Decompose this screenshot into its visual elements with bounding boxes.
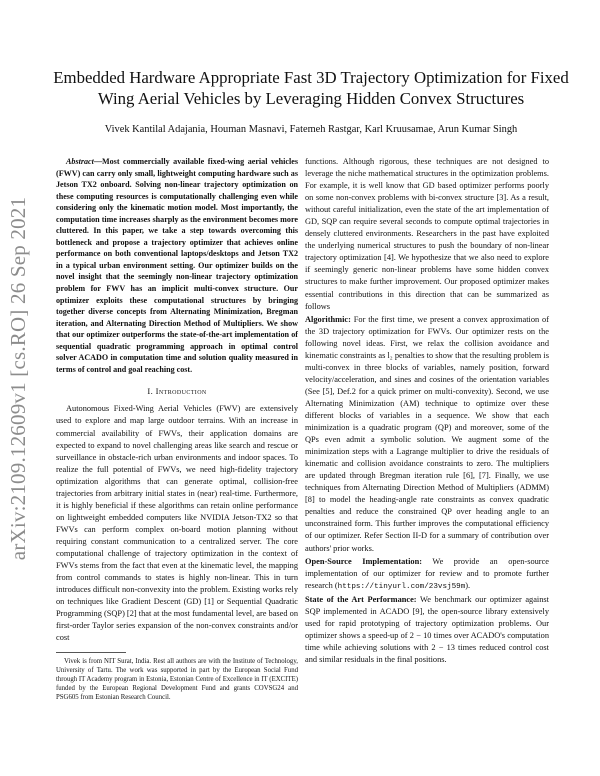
abstract-text: —Most commercially available fixed-wing aerial vehicles (FWV) can carry only small, lightweight computing hardware such as Jetson TX2 onboard. Solving non-linear trajectory optimization on these computing resources is computationally challenging even while considering only the kinematic motion model. Most importantly, the computation time increases sharply as the environment becomes more cluttered. In this paper, we take a step towards overcoming this bottleneck and propose a trajectory optimizer that achieves online performance on both conventional laptops/desktops and Jetson TX2 in a typical urban environment setting. Our optimizer builds on the novel insight that the seemingly non-linear trajectory optimization problem for FWV has an implicit multi-convex structure. Our optimizer exploits these computational structures by bringing together diverse concepts from Alternating Minimization, Bregman iteration, and Alternating Direction Method of Multipliers. We show that our optimizer outperforms the state-of-the-art implementation of sequential quadratic programming approach in optimal control solver ACADO in computation time and solution quality measured in terms of control and goal reaching cost. xyxy=(56,157,298,374)
arxiv-stamp-text: arXiv:2109.12609v1 [cs.RO] 26 Sep 2021 xyxy=(6,196,31,560)
section-heading-introduction: I. Introduction xyxy=(147,386,207,397)
footnote: Vivek is from NIT Surat, India. Rest all authors are with the Institute of Technology, University of Tartu. The work was supported in part by the European Social Fund through IT Academy program in Estonia, Estonian Centre of Excellence in IT (EXCITE) funded by the European Regional Development Fund and grants COVSG24 and PSG605 from Estonian Research Council. xyxy=(56,658,298,702)
contribution-tail: ). xyxy=(465,580,471,590)
footnote-separator xyxy=(56,652,126,653)
abstract-label: Abstract xyxy=(66,157,94,166)
paper-title: Embedded Hardware Appropriate Fast 3D Trajectory Optimization for Fixed Wing Aerial Vehicles by Leveraging Hidden Convex Structures xyxy=(53,68,569,108)
contribution-open-source xyxy=(305,556,549,593)
contribution-text: We provide an open-source implementation of our optimizer for review and to promote further research ( xyxy=(305,556,549,590)
contribution-lead: Open-Source Implementation: xyxy=(305,556,422,566)
intro-continuation: functions. Although rigorous, these techniques are not designed to leverage the niche mathematical structures in the optimization problems. For example, it is well know that GD based optimizer performs poorly on some non-convex problems with bi-convex structure [3]. As a result, without careful initialization, even the state of the art implementation of GD, SQP can require several seconds to compute optimal trajectories in densely cluttered environments. Researchers in the past have exploited the underlying numerical structures to push the boundary of non-linear trajectory optimization [4]. We hypothesize that we also need to explore if seemingly generic non-linear problems have some hidden convex structures to make further improvement. Our proposed optimizer makes essential contributions in this direction that can be summarized as follows xyxy=(305,157,549,311)
contribution-algorithmic xyxy=(305,314,549,555)
contribution-text: For the first time, we present a convex approximation of the 3D trajectory optimization for FWVs. Our optimizer rests on the following novel ideas. First, we relax the collision avoidance and kinematic constraints as l₂ penalties to show that the resulting problem is multi-convex in three blocks of variables, namely position, forward velocity/acceleration, and sines and cosines of the orientation variables (See [5], Def.2 for a quick primer on multi-convexity). Second, we use Alternating Minimization (AM) technique to optimize over these different blocks of variables in a sequence. We show that each minimization is a quadratic program (QP) and moreover, some of the QPs even admit a symbolic solution. We augment some of the minimization steps with a Lagrange multiplier to drive the residuals of kinematic and collision avoidance constraints to zero. The multipliers are updated through Bregman iteration rule [6], [7]. Finally, we use techniques from Alternating Direction Method of Multipliers (ADMM) [8] to model the heading-angle rate constraints as convex quadratic penalties and reduce the constrained QP over heading angle to an unconstrained form. This further improves the computational efficiency of our optimizer. Refer Section II-D for a summary of contribution over authors' prior works. xyxy=(305,314,549,553)
paper-authors: Vivek Kantilal Adajania, Houman Masnavi, Fatemeh Rastgar, Karl Kruusamae, Arun Kumar Singh xyxy=(104,124,518,135)
left-column xyxy=(56,156,298,702)
contribution-lead: Algorithmic: xyxy=(305,314,351,324)
abstract xyxy=(56,156,298,375)
arxiv-stamp xyxy=(6,168,32,588)
contribution-lead: State of the Art Performance: xyxy=(305,594,417,604)
intro-paragraph: Autonomous Fixed-Wing Aerial Vehicles (FWV) are extensively used to explore and map large outdoor terrains. With an increase in commercial availability of FWVs, their application domains are expected to expand to novel challenging areas like search and rescue or surveillance in obstacle-rich urban environments and indoor spaces. To realize the full potential of FWVs, we need high-fidelity trajectory optimization algorithms that can generate optimal, collision-free trajectories from arbitrary initial states in (near) real-time. Furthermore, it is highly beneficial if these algorithms can retain online performance on lightweight embedded computers like NVIDIA Jetson-TX2 so that FWVs can perform complex on-board motion planning without requiring constant communication to a centralized server. The core computational challenge of trajectory optimization in the context of FWVs stems from the fact that even at the kinematic level, the mapping from control commands to states is highly non-linear. This in turn introduces difficult non-convexity into the problem. Existing works rely on techniques like Gradient Descent (GD) [1] or Sequential Quadratic Programming (SQP) [2] that at the most fundamental level, are based on first-order Taylor series expansion of the non-convex constraints and/or cost xyxy=(56,404,298,643)
right-column xyxy=(305,156,549,666)
repository-link[interactable]: https://tinyurl.com/23vsj59m xyxy=(337,582,466,591)
contribution-performance xyxy=(305,594,549,666)
contribution-text: We benchmark our optimizer against SQP implemented in ACADO [9], the open-source library extensively used for rapid prototyping of trajectory optimization problems. Our optimizer shows a speed-up of 2 − 10 times over ACADO's computation time while achieving solutions with 2 − 13 times reduced control cost and similar residuals in the final positions. xyxy=(305,594,549,664)
